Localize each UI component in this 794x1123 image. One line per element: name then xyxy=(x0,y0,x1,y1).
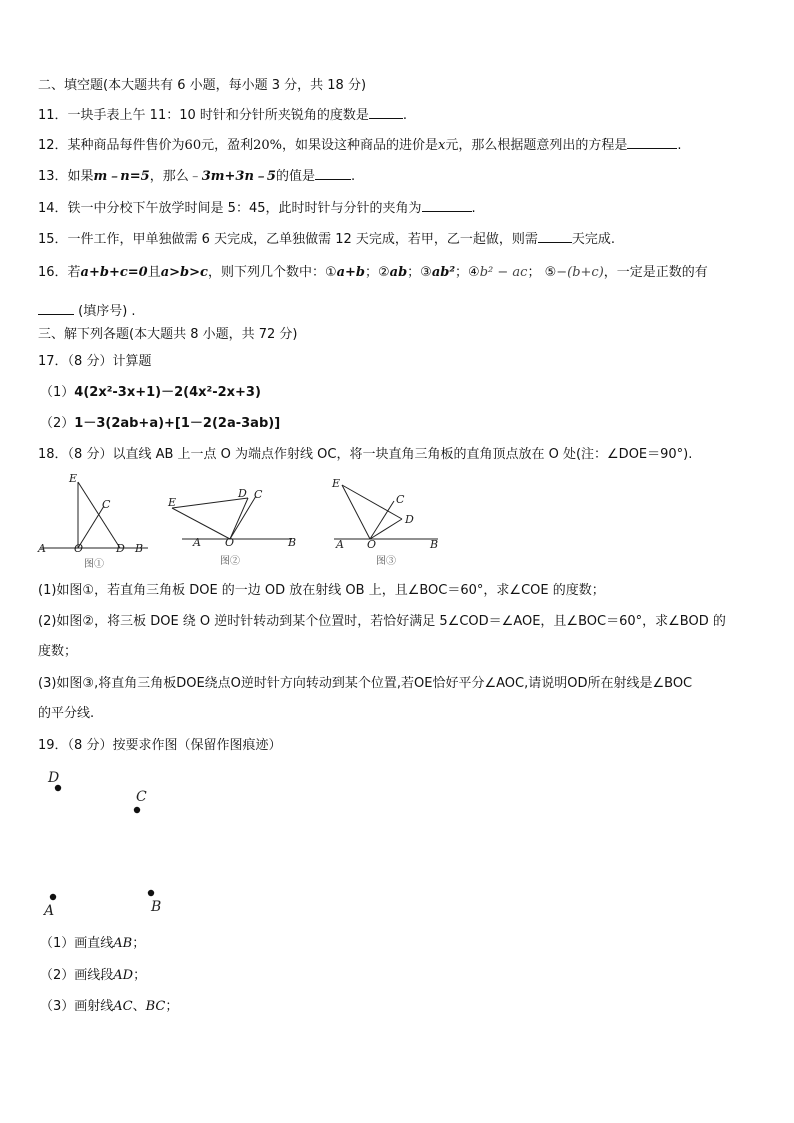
question-18-part2b: 度数； xyxy=(38,644,78,659)
figure-1-caption: 图① xyxy=(84,559,104,570)
question-16-mid1: 且 xyxy=(147,265,161,280)
label-C: C xyxy=(254,488,263,501)
figure-4-points xyxy=(38,762,178,922)
math-ac: AC xyxy=(113,999,133,1014)
question-12-price: 60 xyxy=(184,138,202,153)
option-1: a+b xyxy=(336,265,365,280)
label-C: C xyxy=(102,498,111,511)
question-13-mid: ，那么﹣ xyxy=(149,169,202,184)
label-O: O xyxy=(225,536,235,549)
option-3: ab² xyxy=(431,265,456,280)
question-14-end: . xyxy=(471,201,476,216)
label-B: B xyxy=(151,899,162,915)
point-A xyxy=(50,894,56,900)
question-16-line2 xyxy=(38,301,136,321)
part-end: ； xyxy=(133,968,147,983)
part-end: ； xyxy=(132,936,146,951)
answer-blank xyxy=(627,135,677,149)
figure-2 xyxy=(166,486,306,571)
question-18-part1: (1)如图①，若直角三角板 DOE 的一边 OD 放在射线 OB 上，且∠BOC＝60°，求∠COE 的度数； xyxy=(38,583,605,598)
question-12-var: x xyxy=(438,138,446,153)
part-end: ； xyxy=(165,999,179,1014)
label-A: A xyxy=(38,542,46,555)
part-label: （1）画直线 xyxy=(40,936,114,951)
question-14-text: 14．铁一中分校下午放学时间是 5：45，此时时针与分针的夹角为 xyxy=(38,201,422,216)
label-O: O xyxy=(74,542,84,555)
label-E: E xyxy=(168,496,177,509)
question-13-expr2: 3m+3n﹣5 xyxy=(201,169,276,184)
question-16-mid2: ，则下列几个数中：① xyxy=(207,265,337,280)
separator: ；② xyxy=(365,265,390,280)
expression-1: 4(2x²-3x+1)－2(4x²-2x+3) xyxy=(74,385,261,400)
question-19-part1 xyxy=(40,935,145,953)
question-15-pre: 15．一件工作，甲单独做需 6 天完成，乙单独做需 12 天完成，若甲，乙一起做，则需 xyxy=(38,232,538,247)
question-12-end: . xyxy=(677,138,682,153)
expression-2: 1－3(2ab+a)+[1－2(2a-3ab)] xyxy=(74,416,281,431)
answer-blank xyxy=(315,166,351,180)
label-D: D xyxy=(116,542,125,555)
question-11 xyxy=(38,105,407,125)
question-13-post: 的值是 xyxy=(275,169,315,184)
section-2-heading: 二、填空题(本大题共有 6 小题，每小题 3 分，共 18 分) xyxy=(38,78,367,93)
question-19-title: 19．（8 分）按要求作图（保留作图痕迹） xyxy=(38,738,282,753)
question-12-pre: 12．某种商品每件售价为 xyxy=(38,138,185,153)
figure-3-caption: 图③ xyxy=(376,556,396,567)
question-14 xyxy=(38,198,476,218)
question-12-mid3: 元，那么根据题意列出的方程是 xyxy=(445,138,628,153)
part-label: （3）画射线 xyxy=(40,999,114,1014)
question-17-part2 xyxy=(40,415,280,433)
section-3-heading: 三、解下列各题(本大题共 8 小题，共 72 分) xyxy=(38,327,298,342)
math-ab: AB xyxy=(113,936,133,951)
figure-3 xyxy=(330,475,448,570)
part-label: （1） xyxy=(40,385,75,400)
answer-blank xyxy=(38,301,74,315)
label-C: C xyxy=(136,789,147,805)
question-12-rate: 20% xyxy=(253,138,283,153)
option-4: b² − ac xyxy=(479,265,528,280)
answer-blank xyxy=(422,198,472,212)
question-17-title: 17．（8 分）计算题 xyxy=(38,354,152,369)
point-B xyxy=(148,890,154,896)
part-label: （2）画线段 xyxy=(40,968,114,983)
separator: ； ⑤ xyxy=(527,265,557,280)
question-19-part3 xyxy=(40,998,178,1016)
question-13-expr1: m﹣n=5 xyxy=(93,169,150,184)
math-ad: AD xyxy=(113,968,134,983)
label-O: O xyxy=(367,538,377,551)
question-16-cond1: a+b+c=0 xyxy=(80,265,148,280)
label-A: A xyxy=(44,903,55,919)
question-19-part2 xyxy=(40,967,146,985)
question-16-pre: 16．若 xyxy=(38,265,81,280)
question-16-line2-text: (填序号) . xyxy=(78,304,136,319)
option-5: −(b+c) xyxy=(556,265,604,280)
question-12-mid2: ，如果设这种商品的进价是 xyxy=(282,138,439,153)
figure-1 xyxy=(36,470,156,570)
label-A: A xyxy=(336,538,344,551)
question-16-cond2: a>b>c xyxy=(160,265,208,280)
question-13 xyxy=(38,166,355,186)
question-12-mid1: 元，盈利 xyxy=(201,138,254,153)
label-B: B xyxy=(430,538,439,551)
figure-2-caption: 图② xyxy=(220,556,240,567)
question-11-end: . xyxy=(402,108,408,123)
question-16-post: ，一定是正数的有 xyxy=(603,265,708,280)
separator: 、 xyxy=(132,999,146,1014)
separator: ；③ xyxy=(407,265,432,280)
label-D: D xyxy=(405,513,414,526)
answer-blank xyxy=(369,105,403,119)
question-12 xyxy=(38,135,682,155)
question-18-part3a: (3)如图③,将直角三角板DOE绕点O逆时针方向转动到某个位置,若OE恰好平分∠AOC,请说明OD所在射线是∠BOC xyxy=(38,676,693,691)
question-16 xyxy=(38,264,708,282)
math-bc: BC xyxy=(145,999,166,1014)
label-B: B xyxy=(135,542,144,555)
question-13-pre: 13．如果 xyxy=(38,169,94,184)
label-E: E xyxy=(69,472,78,485)
label-B: B xyxy=(288,536,297,549)
option-2: ab xyxy=(389,265,408,280)
answer-blank xyxy=(538,229,572,243)
question-18-part3b: 的平分线. xyxy=(38,706,95,721)
question-11-text: 11．一块手表上午 11：10 时针和分针所夹锐角的度数是 xyxy=(38,108,369,123)
question-15 xyxy=(38,229,615,249)
question-13-end: . xyxy=(350,169,356,184)
question-18-title: 18．（8 分）以直线 AB 上一点 O 为端点作射线 OC，将一块直角三角板的直角顶点放在 O 处(注：∠DOE＝90°). xyxy=(38,447,693,462)
point-C xyxy=(134,807,140,813)
label-A: A xyxy=(193,536,201,549)
label-D: D xyxy=(238,487,247,500)
label-C: C xyxy=(396,493,405,506)
question-17-part1 xyxy=(40,384,261,402)
separator: ；④ xyxy=(455,265,480,280)
question-18-part2a: (2)如图②，将三板 DOE 绕 O 逆时针转动到某个位置时，若恰好满足 5∠COD＝∠AOE，且∠BOC＝60°，求∠BOD 的 xyxy=(38,614,726,629)
part-label: （2） xyxy=(40,416,75,431)
label-D: D xyxy=(48,770,60,786)
label-E: E xyxy=(332,477,341,490)
question-15-post: 天完成. xyxy=(571,232,616,247)
